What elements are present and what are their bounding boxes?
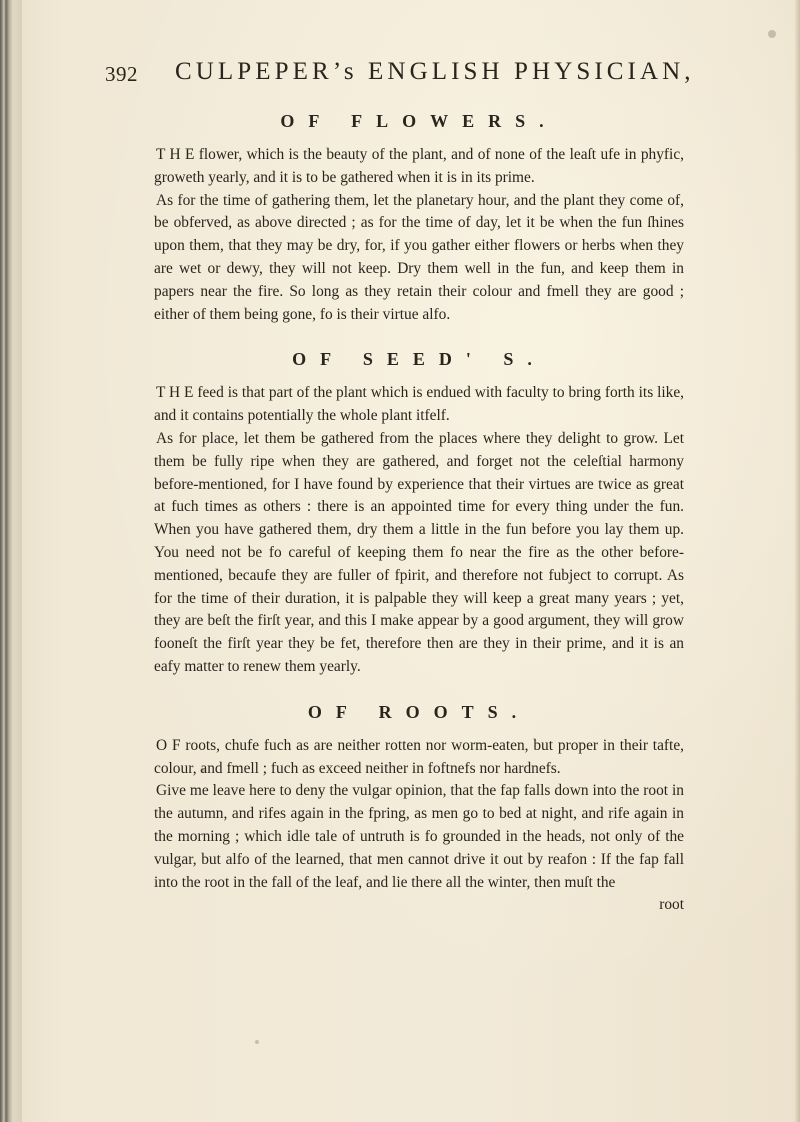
- running-title: CULPEPER’s ENGLISH PHYSICIAN,: [175, 58, 695, 85]
- section-heading: OF ROOTS.: [307, 701, 531, 722]
- paragraph: T H E feed is that part of the plant which is endued with faculty to bring forth its like, and it contains potentially the whole plant itfelf.: [154, 384, 684, 425]
- paragraph: As for place, let them be gathered from the places where they delight to grow. Let them be fully ripe when they are gathered, and forget not the celeſtial harmony before-mentioned, for I have found by experience that their virtues are twice as great at fuch times as others : there is an appointed time for every thing under the fun. When you have gathered them, dry them a little in the fun before you lay them up. You need not be fo careful of keeping them fo near the fire as the other before-mentioned, becaufe they are fuller of fpirit, and therefore not fubject to corrupt. As for the time of their duration, it is palpable they will keep a great many years ; yet, they are beſt the firſt year, and this I make appear by a good argument, they will grow fooneſt the firſt year they be fet, therefore then are they in their prime, and it is an eafy matter to renew them yearly.: [154, 429, 684, 675]
- paragraph: T H E flower, which is the beauty of the plant, and of none of the leaſt ufe in phyfic, groweth yearly, and it is to be gathered when it is in its prime.: [154, 146, 684, 186]
- catchword: root: [659, 896, 684, 914]
- page-edge-shadow: [794, 0, 800, 1122]
- section-heading: OF FLOWERS.: [280, 111, 558, 131]
- section-seeds: [154, 346, 684, 678]
- section-flowers: [154, 108, 684, 326]
- ink-spot: [768, 30, 776, 38]
- book-binding-gutter: [0, 0, 22, 1122]
- body-text: [154, 108, 684, 917]
- page-header: [105, 50, 705, 90]
- paragraph: O F roots, chufe fuch as are neither rotten nor worm-eaten, but proper in their tafte, colour, and fmell ; fuch as exceed neither in foftnefs nor hardnefs.: [154, 736, 684, 777]
- paragraph: As for the time of gathering them, let the planetary hour, and the plant they come of, be obferved, as above directed ; as for the time of day, let it be when the fun ſhines upon them, that they may be dry, for, if you gather either flowers or herbs when they are wet or dewy, they will not keep. Dry them well in the fun, and keep them in papers near the fire. So long as they retain their colour and fmell they are good ; either of them being gone, fo is their virtue alfo.: [154, 191, 684, 323]
- section-roots: [154, 699, 684, 917]
- ink-spot: [255, 1040, 259, 1044]
- page-number: 392: [105, 62, 138, 86]
- paragraph: Give me leave here to deny the vulgar opinion, that the fap falls down into the root in the autumn, and rifes again in the fpring, as men go to bed at night, and rife again in the morning ; which idle tale of untruth is fo grounded in the heads, not only of the vulgar, but alfo of the learned, that men cannot drive it out by reafon : If the fap fall into the root in the fall of the leaf, and lie there all the winter, then muſt the: [154, 782, 684, 891]
- section-heading: OF SEED' S.: [292, 349, 546, 370]
